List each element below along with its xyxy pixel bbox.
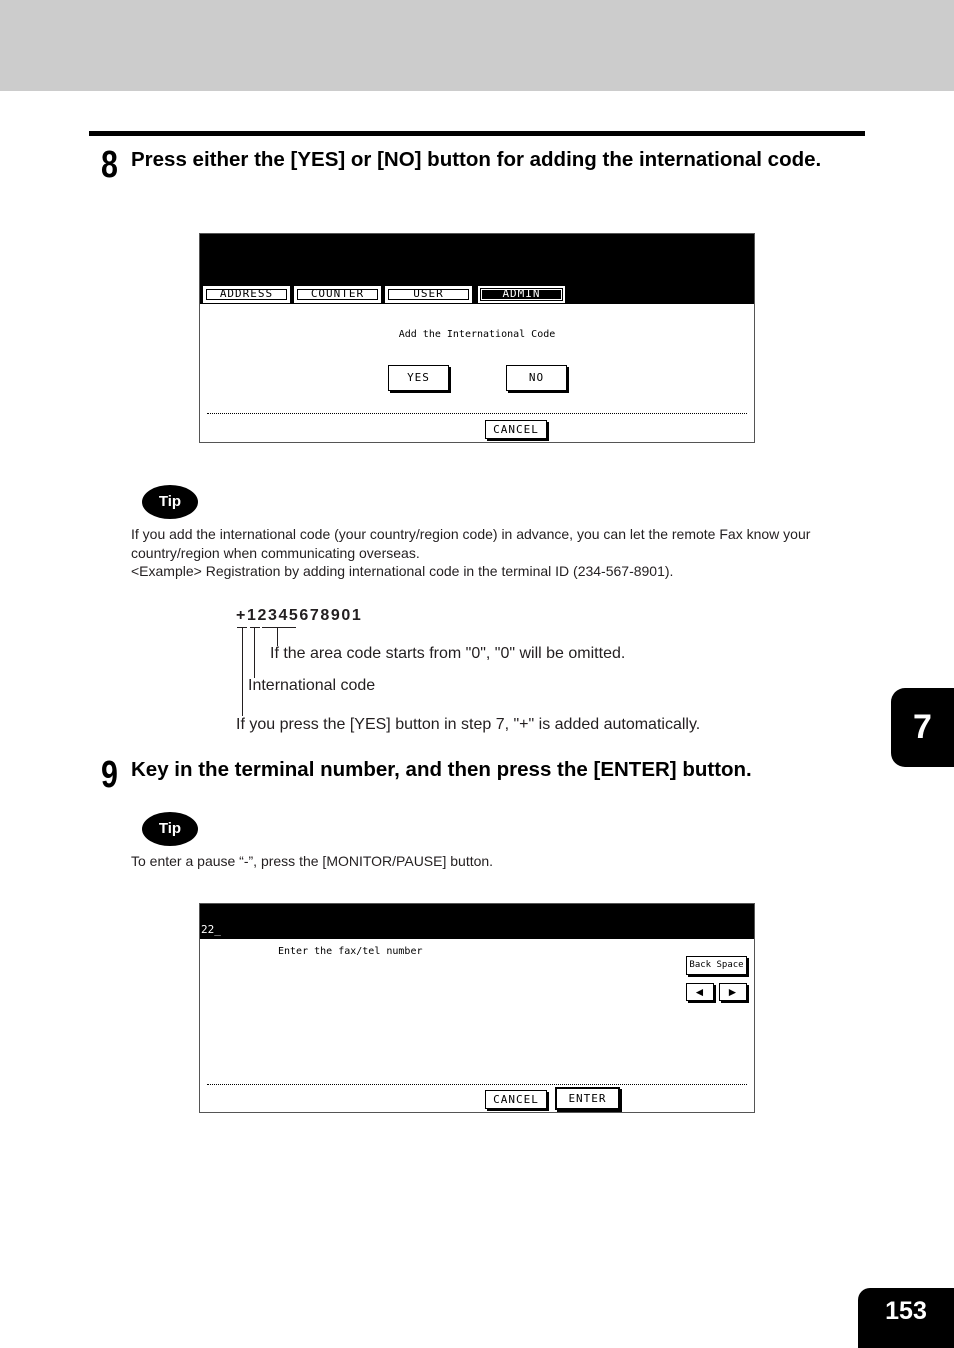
cancel-button[interactable]: CANCEL [485, 1090, 547, 1109]
tip-1-line-1: If you add the international code (your country/region code) in advance, you can let the remote Fax know your country/region when communicating overseas. [131, 526, 811, 561]
tip-2-text: To enter a pause “-”, press the [MONITOR/PAUSE] button. [131, 853, 494, 869]
lcd-header [200, 904, 754, 939]
leader-area [277, 627, 278, 646]
tip-1-text [131, 525, 866, 581]
tip-badge-1: Tip [142, 485, 198, 519]
yes-button[interactable]: YES [388, 365, 449, 391]
right-arrow-button[interactable] [719, 983, 747, 1001]
lcd-divider [207, 413, 747, 414]
lcd-screen-international-code [199, 233, 755, 443]
step-8-title: Press either the [YES] or [NO] button for adding the international code. [131, 148, 822, 171]
chapter-tab: 7 [891, 688, 954, 767]
leader-plus [242, 627, 243, 716]
leader-intl [254, 627, 255, 678]
entry-value[interactable]: 22_ [201, 923, 221, 936]
header-band [0, 0, 954, 91]
section-rule [89, 131, 865, 136]
bracket-area [262, 627, 296, 628]
back-space-button[interactable]: Back Space [686, 956, 747, 975]
lcd-prompt: Enter the fax/tel number [278, 946, 423, 957]
tab-counter[interactable]: COUNTER [294, 286, 381, 303]
step-8-number: 8 [101, 144, 118, 186]
page-number: 153 [858, 1288, 954, 1348]
tip-1-line-2: <Example> Registration by adding international code in the terminal ID (234-567-8901). [131, 563, 674, 579]
tab-admin[interactable]: ADMIN [478, 286, 565, 303]
step-9-number: 9 [101, 754, 118, 796]
note-area-code: If the area code starts from "0", "0" will be omitted. [270, 645, 626, 662]
enter-button[interactable]: ENTER [555, 1087, 620, 1110]
lcd-message: Add the International Code [398, 329, 556, 340]
note-plus-sign: If you press the [YES] button in step 7, "+" is added automatically. [236, 716, 701, 733]
arrow-right-icon: ► [726, 985, 740, 999]
tab-user[interactable]: USER [385, 286, 472, 303]
no-button[interactable]: NO [506, 365, 567, 391]
step-9-title: Key in the terminal number, and then press the [ENTER] button. [131, 758, 752, 781]
bracket-intl [250, 627, 260, 628]
note-international-code: International code [248, 677, 376, 694]
tip-badge-2: Tip [142, 812, 198, 846]
example-code: +12345678901 [236, 607, 363, 624]
cancel-button[interactable]: CANCEL [485, 420, 547, 439]
left-arrow-button[interactable] [686, 983, 714, 1001]
lcd-divider [207, 1084, 747, 1085]
arrow-left-icon: ◄ [693, 985, 707, 999]
lcd-screen-fax-number [199, 903, 755, 1113]
tab-address[interactable]: ADDRESS [203, 286, 290, 303]
